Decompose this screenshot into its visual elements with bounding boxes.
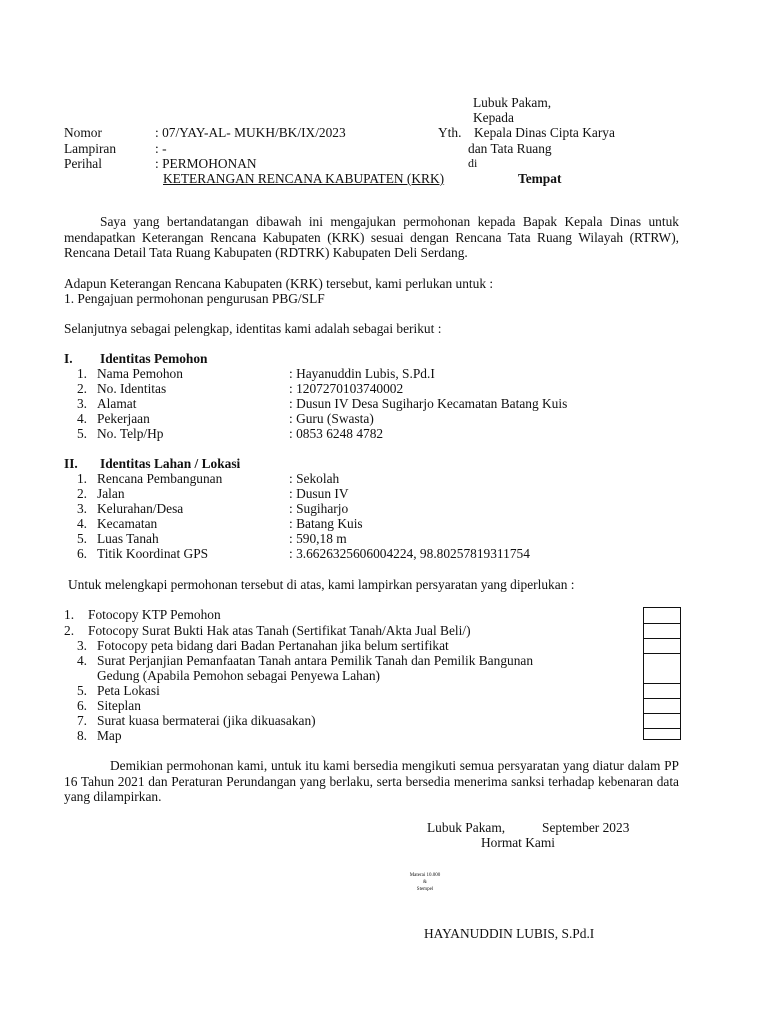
purpose-item: 1. Pengajuan permohonan pengurusan PBG/SLF xyxy=(64,291,325,306)
s2-row-num: 5. xyxy=(76,531,87,546)
s1-row-value: : 1207270103740002 xyxy=(289,381,404,396)
closing-paragraph: Demikian permohonan kami, untuk itu kami bersedia mengikuti semua persyaratan yang diatur dalam PP 16 Tahun 2021 dan Peraturan Perundangan yang berlaku, serta bersedia menerima sanksi terhadap kebenaran data yang dilampirkan. xyxy=(64,758,679,804)
s2-row-num: 6. xyxy=(76,546,87,561)
s2-row-value: : Sekolah xyxy=(289,471,340,486)
req-item-num: 4. xyxy=(76,653,87,668)
stamp-note-line2: & xyxy=(423,880,427,885)
lampiran-value: : - xyxy=(155,141,167,156)
requirement-checkbox[interactable] xyxy=(643,607,681,624)
req-item-num: 1. xyxy=(64,607,75,622)
req-item-text: Peta Lokasi xyxy=(97,683,160,698)
s2-row-label: Jalan xyxy=(97,486,125,501)
s2-row-num: 3. xyxy=(76,501,87,516)
s2-row-value: : 3.6626325606004224, 98.80257819311754 xyxy=(289,546,530,561)
s2-row-label: Rencana Pembangunan xyxy=(97,471,223,486)
sign-place: Lubuk Pakam, xyxy=(427,820,506,835)
req-item-text: Fotocopy peta bidang dari Badan Pertanahan jika belum sertifikat xyxy=(97,638,449,653)
intro-paragraph: Saya yang bertandatangan dibawah ini mengajukan permohonan kepada Bapak Kepala Dinas untuk mendapatkan Keterangan Rencana Kabupaten (KRK) sesuai dengan Rencana Tata Ruang Wilayah (RTRW), Rencana Detail Tata Ruang Kabupaten (RDTRK) Kabupaten Deli Serdang. xyxy=(64,214,679,260)
lampiran-label: Lampiran xyxy=(64,141,117,156)
s1-row-value: : 0853 6248 4782 xyxy=(289,426,384,441)
req-item-text: Fotocopy KTP Pemohon xyxy=(88,607,221,622)
purpose-intro: Adapun Keterangan Rencana Kabupaten (KRK) tersebut, kami perlukan untuk : xyxy=(64,276,494,291)
s1-row-num: 5. xyxy=(76,426,87,441)
req-item-text: Map xyxy=(97,728,122,743)
s1-row-num: 3. xyxy=(76,396,87,411)
requirement-checkbox[interactable] xyxy=(643,698,681,714)
s2-row-value: : 590,18 m xyxy=(289,531,347,546)
section1-roman: I. xyxy=(64,351,73,366)
req-item-num: 3. xyxy=(76,638,87,653)
s1-row-num: 4. xyxy=(76,411,87,426)
requirement-checkbox[interactable] xyxy=(643,683,681,699)
req-item-num: 8. xyxy=(76,728,87,743)
s2-row-num: 1. xyxy=(76,471,87,486)
perihal-label: Perihal xyxy=(64,156,102,171)
s2-row-label: Luas Tanah xyxy=(97,531,159,546)
s1-row-num: 1. xyxy=(76,366,87,381)
stamp-note-line1: Materai 10.000 xyxy=(409,873,441,878)
requirement-checkbox[interactable] xyxy=(643,638,681,654)
s2-row-num: 2. xyxy=(76,486,87,501)
s2-row-value: : Batang Kuis xyxy=(289,516,363,531)
s1-row-num: 2. xyxy=(76,381,87,396)
recipient-line1: Kepala Dinas Cipta Karya xyxy=(474,125,615,140)
place-text: Lubuk Pakam, xyxy=(473,95,552,110)
stamp-note-line3: Stempel xyxy=(416,887,434,892)
requirements-intro: Untuk melengkapi permohonan tersebut di atas, kami lampirkan persyaratan yang diperlukan : xyxy=(68,577,575,592)
perihal-subject: KETERANGAN RENCANA KABUPATEN (KRK) xyxy=(163,171,445,186)
s2-row-label: Titik Koordinat GPS xyxy=(97,546,209,561)
req-item-text: Fotocopy Surat Bukti Hak atas Tanah (Sertifikat Tanah/Akta Jual Beli/) xyxy=(88,623,471,638)
identity-intro: Selanjutnya sebagai pelengkap, identitas kami adalah sebagai berikut : xyxy=(64,321,442,336)
req-item-text: Siteplan xyxy=(97,698,141,713)
s1-row-label: Nama Pemohon xyxy=(97,366,183,381)
s1-row-label: Alamat xyxy=(97,396,137,411)
section1-title: Identitas Pemohon xyxy=(100,351,208,366)
s2-row-label: Kelurahan/Desa xyxy=(97,501,184,516)
s1-row-label: Pekerjaan xyxy=(97,411,150,426)
s2-row-value: : Sugiharjo xyxy=(289,501,349,516)
section2-roman: II. xyxy=(64,456,78,471)
s1-row-value: : Hayanuddin Lubis, S.Pd.I xyxy=(289,366,435,381)
s1-row-label: No. Telp/Hp xyxy=(97,426,164,441)
s1-row-label: No. Identitas xyxy=(97,381,167,396)
s1-row-value: : Dusun IV Desa Sugiharjo Kecamatan Batang Kuis xyxy=(289,396,568,411)
req-item-num: 2. xyxy=(64,623,75,638)
kepada-text: Kepada xyxy=(473,110,514,125)
s2-row-num: 4. xyxy=(76,516,87,531)
signatory-name: HAYANUDDIN LUBIS, S.Pd.I xyxy=(424,926,595,941)
di-label: di xyxy=(468,156,478,170)
sign-date: September 2023 xyxy=(542,820,630,835)
tempat-text: Tempat xyxy=(518,171,562,186)
requirement-checkbox[interactable] xyxy=(643,713,681,729)
req-item-text-cont: Gedung (Apabila Pemohon sebagai Penyewa Lahan) xyxy=(97,668,380,683)
req-item-num: 7. xyxy=(76,713,87,728)
nomor-value: : 07/YAY-AL- MUKH/BK/IX/2023 xyxy=(155,125,346,140)
section2-title: Identitas Lahan / Lokasi xyxy=(100,456,241,471)
requirement-checkbox[interactable] xyxy=(643,728,681,740)
s2-row-label: Kecamatan xyxy=(97,516,158,531)
requirement-checkbox[interactable] xyxy=(643,653,681,684)
nomor-label: Nomor xyxy=(64,125,102,140)
regards-text: Hormat Kami xyxy=(481,835,556,850)
requirement-checkbox[interactable] xyxy=(643,623,681,639)
req-item-num: 5. xyxy=(76,683,87,698)
req-item-text: Surat kuasa bermaterai (jika dikuasakan) xyxy=(97,713,316,728)
recipient-line2: dan Tata Ruang xyxy=(468,141,552,156)
yth-label: Yth. xyxy=(438,125,462,140)
perihal-value: : PERMOHONAN xyxy=(155,156,257,171)
s1-row-value: : Guru (Swasta) xyxy=(289,411,374,426)
req-item-text: Surat Perjanjian Pemanfaatan Tanah antara Pemilik Tanah dan Pemilik Bangunan xyxy=(97,653,534,668)
s2-row-value: : Dusun IV xyxy=(289,486,349,501)
req-item-num: 6. xyxy=(76,698,87,713)
